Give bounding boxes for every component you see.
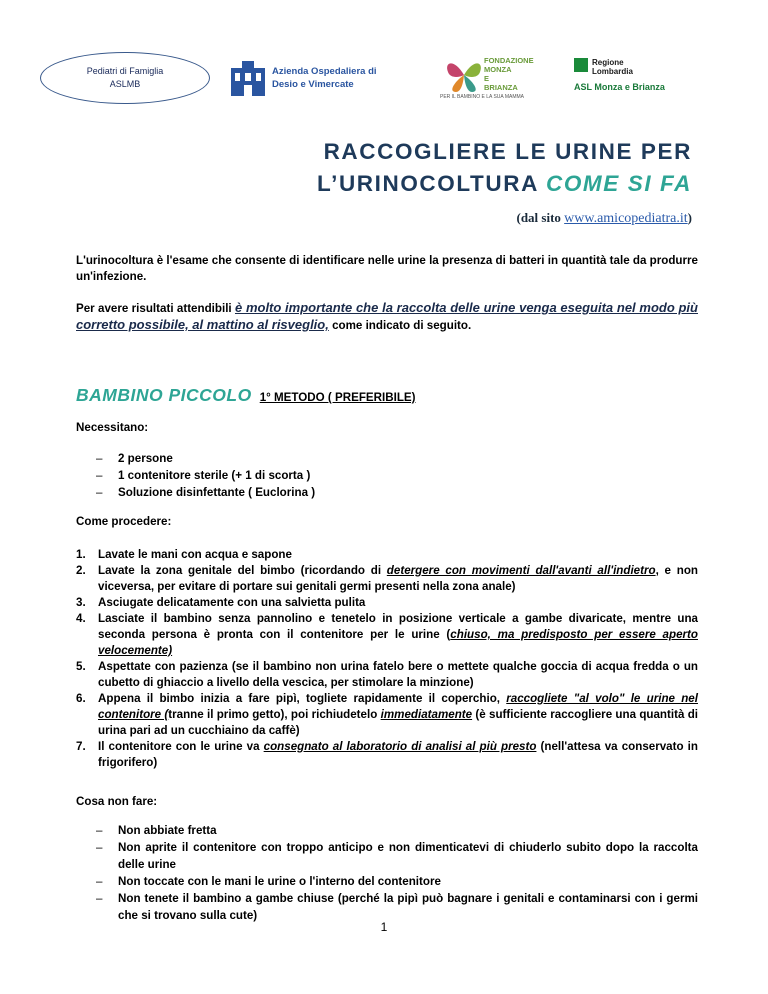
list-item: 3. Asciugate delicatamente con una salvietta pulita [76, 596, 366, 609]
pediatri-oval-logo [40, 52, 210, 104]
asl-label: ASL Monza e Brianza [574, 82, 665, 92]
foundation-line4: BRIANZA [484, 83, 518, 92]
importance-after: come indicato di seguito. [332, 319, 472, 332]
butterfly-icon [444, 56, 484, 94]
source-note [516, 210, 692, 227]
list-item: 5. Aspettate con pazienza (se il bambino non urina fatelo bere o mettete qualche goccia di acqua fredda o un cubetto di ghiaccio a livello della vescica, per stimolare la minzione) [76, 660, 698, 689]
foundation-line1: FONDAZIONE [484, 56, 534, 65]
title-accent: COME SI FA [545, 171, 692, 196]
hospital-building-icon [228, 58, 268, 98]
page-number: 1 [380, 920, 388, 934]
list-item: 4. Lasciate il bambino senza pannolino e tenetelo in posizione verticale a gambe divaricate, mentre una seconda persona è pronta con il contenitore per le urine (chiuso, ma predisposto per essere aperto velocemente) [76, 612, 698, 657]
source-prefix: (dal sito [516, 210, 561, 225]
foundation-subtitle: PER IL BAMBINO E LA SUA MAMMA [440, 94, 525, 100]
region-flag-icon [574, 58, 588, 72]
page-title [317, 136, 692, 200]
hospital-line2: Desio e Vimercate [272, 79, 354, 90]
title-line2: L’URINOCOLTURA [316, 171, 539, 196]
intro-paragraph: L'urinocoltura è l'esame che consente di identificare nelle urine la presenza di batteri in quantità tale da produrre un'infezione. [76, 254, 698, 283]
foundation-logo [440, 54, 540, 102]
source-link[interactable]: www.amicopediatra.it [564, 211, 688, 226]
importance-paragraph [76, 300, 698, 334]
dont-label: Cosa non fare: [76, 795, 158, 808]
oval-line2: ASLMB [109, 79, 141, 89]
region-line1: Regione [592, 58, 624, 67]
list-item: – 1 contenitore sterile (+ 1 di scorta ) [96, 469, 311, 482]
needs-list [96, 450, 698, 501]
procedure-list [76, 547, 698, 771]
list-item: 2. Lavate la zona genitale del bimbo (ricordando di detergere con movimenti dall'avanti all'indietro, e non viceversa, per evitare di portare sui genitali germi presenti nella zona anale) [76, 564, 698, 593]
foundation-line2: MONZA [484, 65, 512, 74]
list-item: – Non toccate con le mani le urine o l'interno del contenitore [96, 875, 441, 888]
list-item: – Soluzione disinfettante ( Euclorina ) [96, 486, 316, 499]
list-item: – Non aprite il contenitore con troppo anticipo e non dimenticatevi di chiuderlo subito dopo la raccolta delle urine [96, 841, 698, 871]
list-item: – Non abbiate fretta [96, 824, 217, 837]
region-logo [574, 58, 694, 98]
section-subtitle: 1° METODO ( PREFERIBILE) [259, 391, 416, 404]
needs-label: Necessitano: [76, 421, 149, 434]
hospital-logo [228, 57, 384, 99]
section-heading [76, 385, 416, 406]
list-item: – Non tenete il bambino a gambe chiuse (perché la pipì può bagnare i genitali e contaminarsi con i germi che si trovano sulla cute) [96, 892, 698, 922]
importance-before: Per avere risultati attendibili [76, 302, 232, 315]
procedure-label: Come procedere: [76, 515, 172, 528]
foundation-line3: E [484, 74, 490, 83]
region-line2: Lombardia [592, 67, 633, 76]
section-title: BAMBINO PICCOLO [76, 385, 252, 405]
hospital-line1: Azienda Ospedaliera di [272, 66, 377, 77]
list-item: 6. Appena il bimbo inizia a fare pipì, togliete rapidamente il coperchio, raccogliete "al volo" le urine nel contenitore (tranne il primo getto), poi richiudetelo immediatamente (è sufficiente raccogliere una quantità di urina pari ad un cucchiaino da caffè) [76, 692, 698, 737]
title-line1: RACCOGLIERE LE URINE PER [323, 139, 692, 164]
list-item: 1. Lavate le mani con acqua e sapone [76, 548, 292, 561]
importance-emphasis: è molto importante che la raccolta delle urine venga eseguita nel modo più corretto possibile, al mattino al risveglio, [76, 300, 698, 332]
list-item: 7. Il contenitore con le urine va consegnato al laboratorio di analisi al più presto (nell'attesa va conservato in frigorifero) [76, 740, 698, 769]
dont-list [96, 822, 698, 924]
source-suffix: ) [687, 210, 692, 225]
list-item: – 2 persone [96, 452, 173, 465]
oval-line1: Pediatri di Famiglia [86, 66, 164, 76]
